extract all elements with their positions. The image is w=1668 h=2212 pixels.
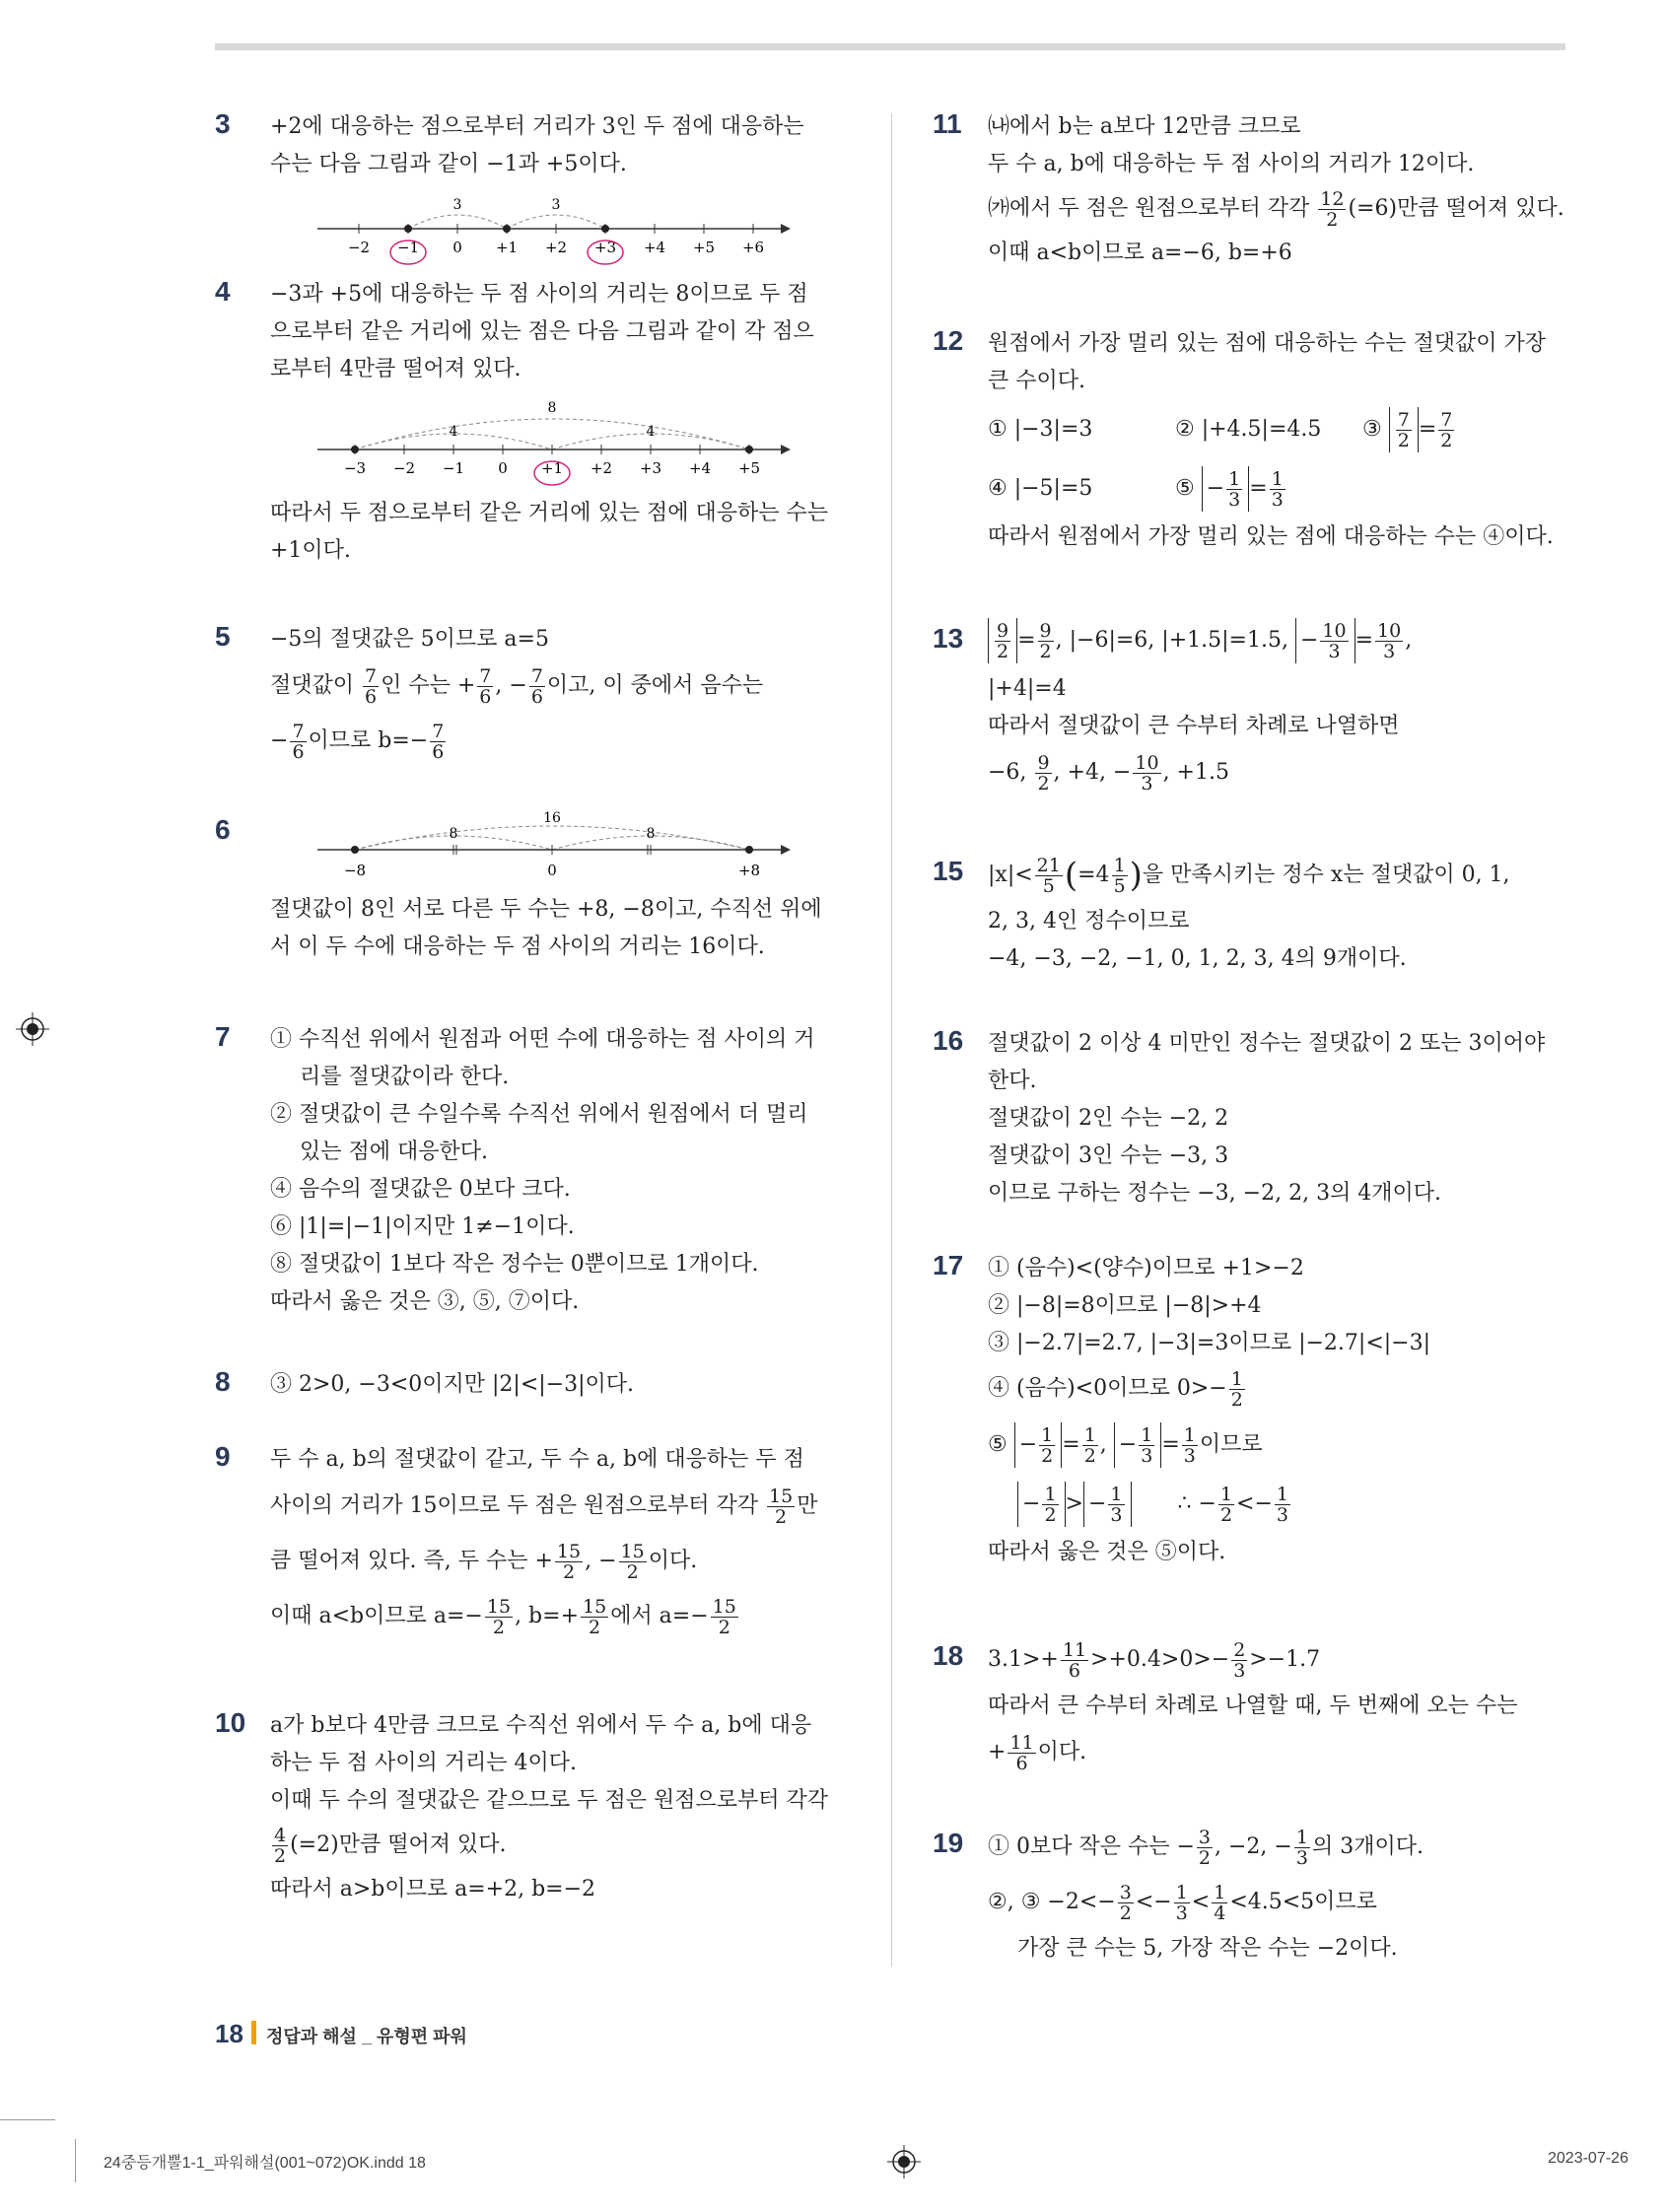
number-line-6 [317,808,791,887]
tick-label: −1 [442,459,465,477]
text-line: 절댓값이 3인 수는 −3, 3 [988,1143,1229,1168]
tick-label: 0 [547,862,557,879]
problem-7 [215,1021,846,1366]
text-line: 이므로 구하는 정수는 −3, −2, 2, 3의 4개이다. [988,1181,1442,1206]
text-line: 따라서 옳은 것은 ③, ⑤, ⑦이다. [270,1289,580,1314]
text-line: 큼 떨어져 있다. 즉, 두 수는 + $\frac{15}{2}$ , − $\frac{15}{2}$ 이다. [270,1540,698,1583]
text-line: ④ (음수)<0이므로 0>− $\frac{1}{2}$ [988,1367,1243,1411]
text-line: ⑤ − $\frac{1}{2}$ = $\frac{1}{2}$ , − $\frac{1}{3}$ = $\frac{1}{3}$ 이므로 [988,1423,1263,1467]
text-line: −3과 +5에 대응하는 두 점 사이의 거리는 8이므로 두 점 [270,282,808,307]
arc-label: 8 [449,826,458,842]
problem-18 [933,1632,1573,1820]
problem-number: 4 [215,276,231,307]
text-line: 서 이 두 수에 대응하는 두 점 사이의 거리는 16이다. [270,934,765,959]
problem-4 [215,276,846,621]
tick-label: +3 [639,459,662,477]
tick-label: −2 [392,459,416,477]
fraction: $\frac{7}{6}$ [432,720,445,763]
left-column [215,108,846,1908]
fraction: $\frac{15}{2}$ [556,1540,582,1583]
tick-label: 0 [498,459,508,477]
tick-label: +3 [593,239,617,256]
text-line: 따라서 큰 수부터 차례로 나열할 때, 두 번째에 오는 수는 [988,1694,1518,1718]
text-line: 두 수 a, b에 대응하는 두 점 사이의 거리가 12이다. [988,152,1475,176]
slug-date: 2023-07-26 [1548,2150,1629,2167]
text-line: 큰 수이다. [988,369,1085,393]
text-line: 2, 3, 4인 정수이므로 [988,909,1190,933]
text-line: ② |−8|=8이므로 |−8|>+4 [988,1293,1262,1318]
arc-label: 4 [646,424,656,440]
right-column [933,108,1573,1968]
problem-17 [933,1250,1573,1632]
page-number: 18 [215,2019,243,2048]
problem-12 [933,325,1573,611]
text-line: 있는 점에 대응한다. [300,1140,488,1164]
top-rule [215,43,1565,50]
problem-number: 13 [933,623,964,654]
registration-mark-icon [16,1012,49,1046]
arc-label: 8 [547,400,557,416]
tick-label: +4 [688,459,712,477]
text-line: 로부터 4만큼 떨어져 있다. [270,357,521,381]
text-line: ① 수직선 위에서 원점과 어떤 수에 대응하는 점 사이의 거 [270,1027,815,1052]
problem-16 [933,1025,1573,1250]
tick-label: −2 [347,239,371,256]
fraction: $\frac{4}{2}$ [274,1824,287,1867]
text-line: 따라서 옳은 것은 ⑤이다. [988,1540,1226,1564]
text-line: ① (음수)<(양수)이므로 +1>−2 [988,1256,1304,1280]
text-line: 사이의 거리가 15이므로 두 점은 원점으로부터 각각 $\frac{15}{2}$ 만 [270,1485,818,1528]
text-line: ① 0보다 작은 수는 − $\frac{3}{2}$ , −2, − $\frac{1}{3}$ 의 3개이다. [988,1826,1424,1869]
tick-label: −1 [396,239,420,256]
tick-label: +1 [495,239,519,256]
text-line: $\frac{9}{2}$ = $\frac{9}{2}$ , |−6|=6, |+1.5|=1.5, − $\frac{10}{3}$ = $\frac{10}{3}$ , [988,611,1573,670]
problem-10 [215,1707,846,1908]
fraction: $\frac{15}{2}$ [620,1540,645,1583]
tick-label: +8 [737,862,761,879]
text-line: 절댓값이 2 이상 4 미만인 정수는 절댓값이 2 또는 3이어야 [988,1031,1546,1056]
crop-mark [75,2139,76,2182]
text-line: |+4|=4 [988,676,1067,701]
problem-number: 7 [215,1021,231,1052]
text-line: 이때 두 수의 절댓값은 같으므로 두 점은 원점으로부터 각각 [270,1788,828,1813]
problem-5 [215,621,846,808]
text-line: −4, −3, −2, −1, 0, 1, 2, 3, 4의 9개이다. [988,946,1407,971]
text-line: ㈎에서 두 점은 원점으로부터 각각 $\frac{12}{2}$ (=6)만큼 떨어져 있다. [988,187,1564,231]
problem-number: 15 [933,856,964,886]
problem-15 [933,848,1573,1025]
problem-number: 8 [215,1366,231,1397]
problem-9 [215,1441,846,1707]
text-line: 절댓값이 $\frac{7}{6}$ 인 수는 + $\frac{7}{6}$ , − $\frac{7}{6}$ 이고, 이 중에서 음수는 [270,664,764,708]
tick-label: +2 [544,239,568,256]
text-line: 절댓값이 2인 수는 −2, 2 [988,1106,1229,1131]
fraction: $\frac{7}{6}$ [479,664,492,708]
arc-label: 4 [449,424,458,440]
tick-label: 0 [452,239,462,256]
text-line: 하는 두 점 사이의 거리는 4이다. [270,1751,577,1775]
text-line: |x|< $\frac{21}{5}$ (=4 $\frac{1}{5}$ )을 만족시키는 정수 x는 절댓값이 0, 1, [988,854,1510,897]
tick-label: −8 [343,862,367,879]
fraction: $\frac{7}{6}$ [292,720,305,763]
text-line: − $\frac{7}{6}$ 이므로 b=− $\frac{7}{6}$ [270,720,445,763]
text-line: ④ |−5|=5 ⑤ − $\frac{1}{3}$ = $\frac{1}{3}$ [988,467,1284,511]
tick-label: +4 [643,239,666,256]
registration-mark-icon [887,2145,921,2178]
text-line: ③ |−2.7|=2.7, |−3|=3이므로 |−2.7|<|−3| [988,1331,1431,1355]
number-line-4 [317,392,791,491]
text-line: 이때 a<b이므로 a=− $\frac{15}{2}$ , b=+ $\frac{15}{2}$ 에서 a=− $\frac{15}{2}$ [270,1595,736,1638]
text-line: −5의 절댓값은 5이므로 a=5 [270,627,549,652]
problem-8 [215,1366,846,1441]
text-line: ⑧ 절댓값이 1보다 작은 정수는 0뿐이므로 1개이다. [270,1252,759,1277]
fraction: $\frac{15}{2}$ [583,1595,607,1638]
arc-label: 3 [452,197,462,213]
number-line-3 [317,191,791,270]
arc-label: 3 [551,197,561,213]
fraction: $\frac{7}{6}$ [530,664,543,708]
footer-accent [251,2021,256,2044]
text-line: −6, $\frac{9}{2}$ , +4, − $\frac{10}{3}$ , +1.5 [988,751,1229,795]
text-line: 으로부터 같은 거리에 있는 점은 다음 그림과 같이 각 점으 [270,319,814,344]
text-line: 한다. [988,1069,1037,1093]
text-line: ②, ③ −2<− $\frac{3}{2}$ <− $\frac{1}{3}$ < $\frac{1}{4}$ <4.5<5이므로 [988,1881,1377,1924]
arc-label: 16 [543,810,561,826]
text-line: ③ 2>0, −3<0이지만 |2|<|−3|이다. [270,1372,635,1397]
problem-number: 12 [933,325,964,356]
problem-11 [933,108,1573,325]
text-line: 절댓값이 8인 서로 다른 두 수는 +8, −8이고, 수직선 위에 [270,897,822,922]
text-line: 수는 다음 그림과 같이 −1과 +5이다. [270,152,627,176]
problem-number: 5 [215,621,231,652]
text-line: +1이다. [270,538,351,563]
text-line: 두 수 a, b의 절댓값이 같고, 두 수 a, b에 대응하는 두 점 [270,1447,804,1472]
slug-file: 24중등개뿔1-1_파워해설(001~072)OK.indd 18 [104,2155,426,2172]
fraction: $\frac{15}{2}$ [712,1595,736,1638]
text-line: 이때 a<b이므로 a=−6, b=+6 [988,241,1292,265]
tick-label: +6 [741,239,765,256]
crop-mark [0,2119,55,2120]
tick-label: +1 [540,459,564,477]
text-line: 원점에서 가장 멀리 있는 점에 대응하는 수는 절댓값이 가장 [988,331,1546,356]
text-line: ④ 음수의 절댓값은 0보다 크다. [270,1177,571,1202]
fraction: $\frac{15}{2}$ [486,1595,512,1638]
fraction: $\frac{15}{2}$ [769,1485,794,1528]
tick-label: −3 [343,459,367,477]
problem-number: 16 [933,1025,964,1056]
footer-title: 정답과 해설 _ 유형편 파워 [266,2027,467,2046]
problem-3 [215,108,846,276]
text-line: ① |−3|=3 ② |+4.5|=4.5 ③ $\frac{7}{2}$ = $\frac{7}{2}$ [988,408,1453,451]
problem-number: 18 [933,1640,964,1671]
text-line: ② 절댓값이 큰 수일수록 수직선 위에서 원점에서 더 멀리 [270,1102,808,1127]
text-line: $\frac{4}{2}$ (=2)만큼 떨어져 있다. [274,1824,507,1867]
text-line: a가 b보다 4만큼 크므로 수직선 위에서 두 수 a, b에 대응 [270,1713,812,1738]
text-line: ⑥ |1|=|−1|이지만 1≠−1이다. [270,1214,575,1239]
text-line: + $\frac{11}{6}$ 이다. [988,1731,1087,1774]
text-line: 가장 큰 수는 5, 가장 작은 수는 −2이다. [1017,1936,1398,1961]
problem-number: 3 [215,108,231,139]
problem-6 [215,808,846,1015]
text-line: 따라서 두 점으로부터 같은 거리에 있는 점에 대응하는 수는 [270,501,828,525]
text-line: 따라서 a>b이므로 a=+2, b=−2 [270,1877,596,1901]
problem-number: 6 [215,814,231,845]
fraction: $\frac{12}{2}$ [1320,187,1345,231]
tick-label: +5 [692,239,716,256]
problem-19 [933,1820,1573,1968]
problem-13 [933,611,1573,848]
fraction: $\frac{7}{6}$ [365,664,378,708]
problem-number: 17 [933,1250,964,1280]
text-line: 따라서 절댓값이 큰 수부터 차례로 나열하면 [988,714,1400,738]
arc-label: 8 [646,826,656,842]
column-divider [891,113,892,1967]
problem-number: 19 [933,1828,964,1858]
text-line: 따라서 원점에서 가장 멀리 있는 점에 대응하는 수는 ④이다. [988,524,1554,549]
tick-label: +5 [737,459,761,477]
text-line: 리를 절댓값이라 한다. [300,1065,510,1089]
tick-label: +2 [590,459,613,477]
text-line: +2에 대응하는 점으로부터 거리가 3인 두 점에 대응하는 [270,114,804,139]
problem-number: 11 [933,108,962,139]
problem-number: 9 [215,1441,231,1472]
text-line: − $\frac{1}{2}$ > − $\frac{1}{3}$ ∴ − $\frac{1}{2}$ <− $\frac{1}{3}$ [988,1475,1573,1534]
problem-number: 10 [215,1707,246,1738]
text-line: 3.1>+ $\frac{11}{6}$ >+0.4>0>− $\frac{2}{3}$ >−1.7 [988,1638,1321,1682]
text-line: ㈏에서 b는 a보다 12만큼 크므로 [988,114,1301,139]
